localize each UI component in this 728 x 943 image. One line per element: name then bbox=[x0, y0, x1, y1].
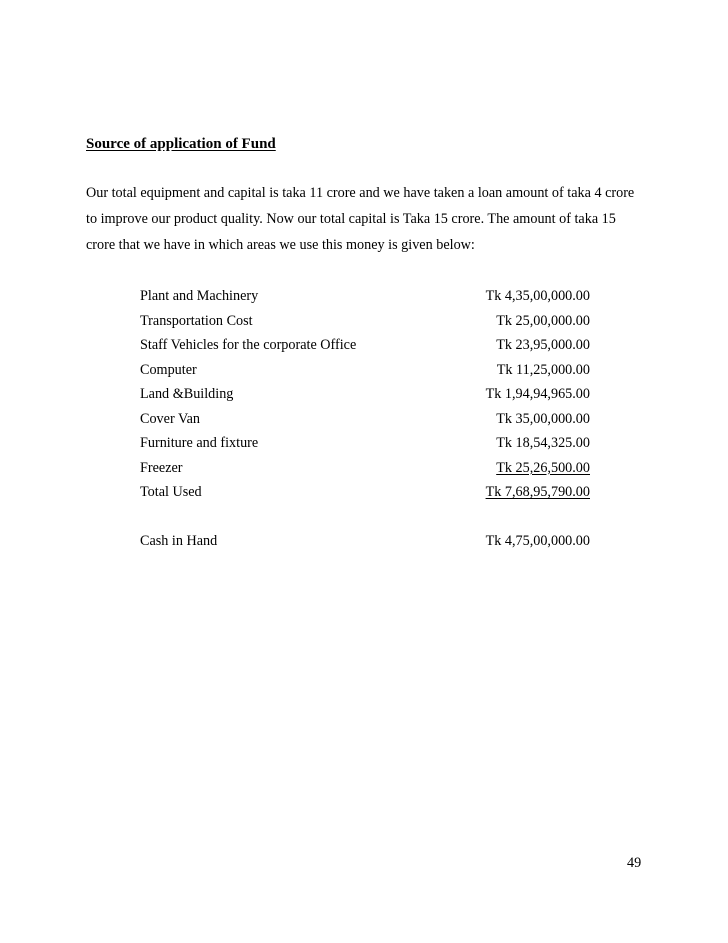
fund-amount: Tk 1,94,94,965.00 bbox=[485, 386, 590, 402]
fund-row-staff-vehicles bbox=[140, 333, 590, 358]
fund-label: Computer bbox=[140, 361, 197, 378]
fund-label: Freezer bbox=[140, 459, 183, 476]
fund-row-cover-van bbox=[140, 407, 590, 432]
intro-paragraph bbox=[86, 180, 656, 258]
fund-amount: Tk 35,00,000.00 bbox=[496, 410, 590, 427]
fund-row-land-building bbox=[140, 382, 590, 407]
fund-label: Furniture and fixture bbox=[140, 435, 259, 451]
fund-amount: Tk 18,54,325.00 bbox=[496, 435, 590, 451]
fund-label: Staff Vehicles for the corporate Office bbox=[140, 337, 357, 353]
fund-application-table bbox=[140, 284, 590, 554]
fund-label: Transportation Cost bbox=[140, 312, 253, 329]
fund-amount: Tk 25,00,000.00 bbox=[496, 312, 590, 329]
fund-label: Plant and Machinery bbox=[140, 288, 259, 304]
fund-row-cash-in-hand bbox=[140, 529, 590, 554]
cash-label: Cash in Hand bbox=[140, 533, 218, 549]
fund-amount: Tk 25,26,500.00 bbox=[496, 459, 590, 476]
section-heading: Source of application of Fund bbox=[86, 136, 276, 152]
cash-amount: Tk 4,75,00,000.00 bbox=[485, 533, 590, 549]
page-number: 49 bbox=[627, 855, 642, 871]
paragraph-line: Our total equipment and capital is taka 11 crore and we have taken a loan amount of taka 4 crore bbox=[86, 185, 635, 201]
fund-row-computer bbox=[140, 358, 590, 383]
total-label: Total Used bbox=[140, 484, 202, 500]
fund-amount: Tk 11,25,000.00 bbox=[496, 361, 590, 378]
fund-row-freezer bbox=[140, 456, 590, 481]
fund-row-total-used bbox=[140, 480, 590, 505]
paragraph-line: to improve our product quality. Now our total capital is Taka 15 crore. The amount of taka 15 bbox=[86, 211, 616, 227]
fund-amount: Tk 4,35,00,000.00 bbox=[485, 288, 590, 304]
fund-amount: Tk 23,95,000.00 bbox=[496, 337, 590, 353]
fund-row-plant-machinery bbox=[140, 284, 590, 309]
fund-label: Land &Building bbox=[140, 386, 234, 402]
fund-row-furniture bbox=[140, 431, 590, 456]
fund-label: Cover Van bbox=[140, 410, 201, 427]
paragraph-line: crore that we have in which areas we use this money is given below: bbox=[86, 237, 475, 253]
total-amount: Tk 7,68,95,790.00 bbox=[485, 484, 590, 500]
fund-row-transportation bbox=[140, 309, 590, 334]
